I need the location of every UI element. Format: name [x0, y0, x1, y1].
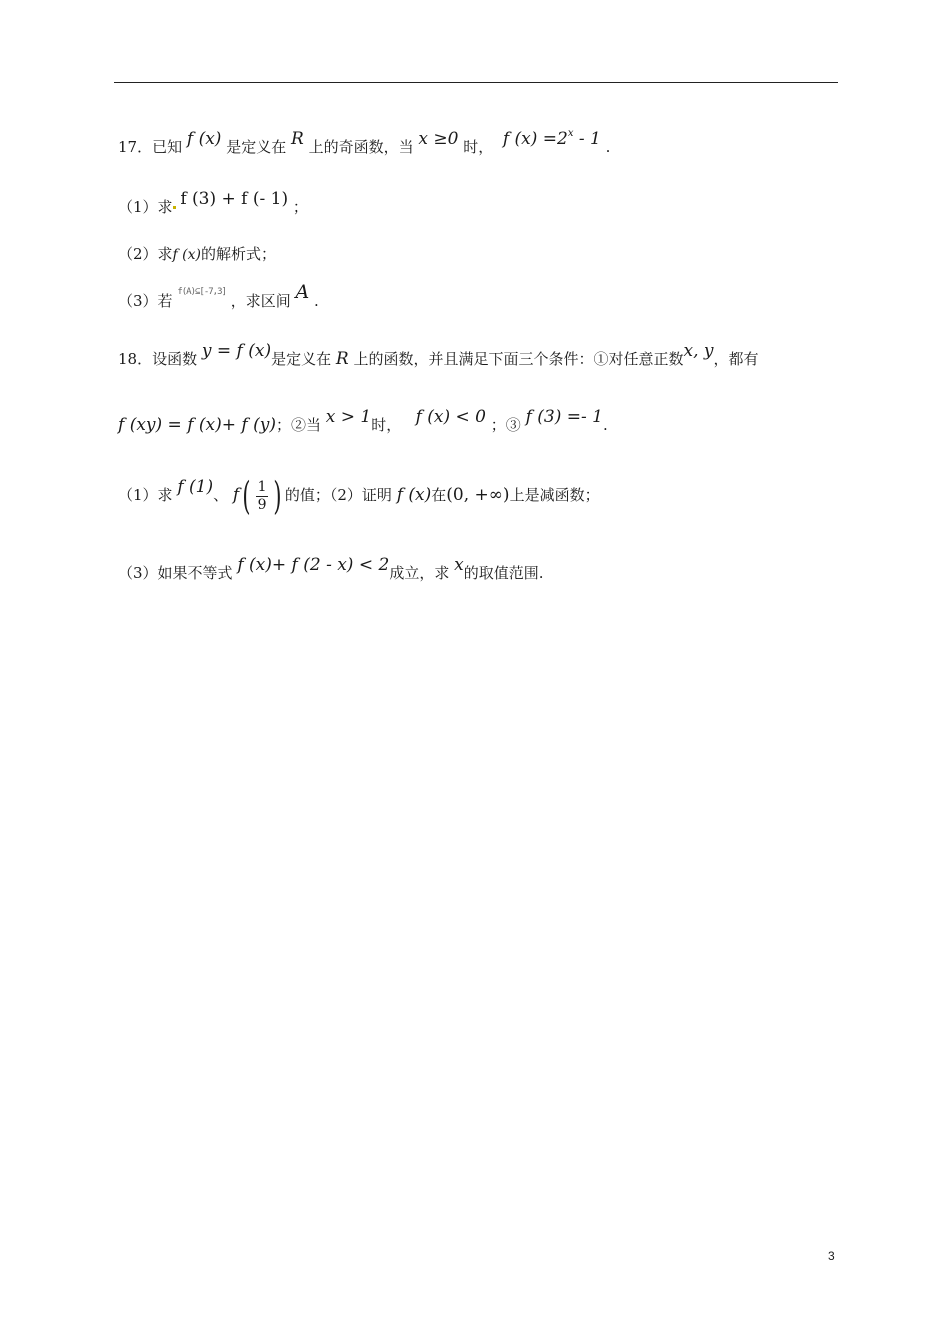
q17-part3 [118, 281, 319, 311]
q18-function: y = f (x) [201, 341, 272, 361]
q18-left-paren: ( [242, 474, 251, 518]
q17-part2 [118, 243, 276, 264]
q18-sep-2: ；③ [490, 416, 521, 434]
q18-number: 18．设函数 [118, 350, 198, 368]
q18-p2-text-c: 在 [431, 486, 447, 504]
q17-R: R [291, 129, 304, 149]
q18-p1-text: 的值；（2）证明 [284, 486, 392, 504]
q18-part3 [118, 555, 544, 583]
q18-fraction [256, 479, 268, 514]
q17-text-c: 上的奇函数，当 [308, 138, 414, 156]
q18-text-b: 是定义在 [271, 350, 332, 368]
q18-frac-den: 9 [257, 496, 267, 513]
q18-p2-interval: (0, +∞) [446, 485, 510, 505]
q18-p1-sep: 、 [213, 486, 229, 504]
q17-formula-lhs: f (x) =2 [502, 129, 568, 149]
q17-p3-blurred-formula: f(A)⊆[-7,3] [177, 287, 226, 297]
q18-sep-1: ；②当 [275, 416, 321, 434]
q18-p2-text-d: 上是减函数； [509, 486, 600, 504]
q18-xy: x, y [683, 341, 714, 361]
stray-dot [173, 206, 176, 209]
q17-p2-label: （2）求 [118, 245, 173, 263]
q18-conditions [118, 407, 608, 435]
q17-text-d: 时， [463, 138, 494, 156]
header-rule [114, 82, 838, 83]
q18-right-paren: ) [273, 474, 282, 518]
q18-p1-f: f [232, 485, 240, 505]
q17-p1-expr: f (3) + f (- 1) [180, 189, 289, 209]
q17-formula-exp: x [567, 128, 574, 139]
q17-p3-end: . [314, 292, 319, 310]
q17-p1-end: ； [292, 198, 308, 216]
q18-p2-fx: f (x) [396, 485, 432, 505]
q17-condition: x ≥0 [418, 129, 459, 149]
q18-p1-label: （1）求 [118, 486, 173, 504]
q18-text-d: ，都有 [713, 350, 759, 368]
q17-p2-fx: f (x) [172, 247, 201, 263]
q18-p1-f1: f (1) [177, 477, 214, 497]
q18-end: . [602, 416, 608, 434]
q18-p3-inequality: f (x)+ f (2 - x) < 2 [237, 555, 390, 575]
q18-p3-text-c: 的取值范围. [463, 564, 544, 582]
q18-time: 时， [371, 416, 402, 434]
q18-condition-2-result: f (x) < 0 [415, 407, 486, 427]
q17-p1-label: （1）求 [118, 198, 173, 216]
q18-p3-text-b: 成立，求 [389, 564, 450, 582]
q18-R: R [335, 349, 349, 369]
q18-p3-x: x [454, 555, 464, 575]
page-number: 3 [828, 1249, 835, 1263]
q17-p2-text: 的解析式； [201, 245, 277, 263]
q18-stem [118, 341, 759, 369]
q17-formula [503, 129, 601, 149]
q17-formula-rhs: - 1 [573, 129, 601, 149]
q17-p3-label: （3）若 [118, 292, 173, 310]
q18-text-c: 上的函数，并且满足下面三个条件：①对任意正数 [353, 350, 684, 368]
q18-condition-3: f (3) =- 1 [525, 407, 603, 427]
q18-condition-2-x: x > 1 [325, 407, 372, 427]
q17-text-b: 是定义在 [226, 138, 287, 156]
q18-part1-2 [118, 474, 600, 518]
q17-p3-A: A [295, 281, 310, 303]
q17-part1 [118, 189, 308, 217]
q17-p3-text: ，求区间 [230, 292, 291, 310]
q18-condition-1: f (xy) = f (x)+ f (y) [118, 415, 276, 435]
q17-stem [118, 128, 611, 157]
q18-p3-label: （3）如果不等式 [118, 564, 233, 582]
q17-number: 17．已知 [118, 138, 183, 156]
q17-fx: f (x) [186, 129, 222, 149]
q17-end: . [605, 138, 611, 156]
q18-frac-num: 1 [257, 478, 267, 495]
